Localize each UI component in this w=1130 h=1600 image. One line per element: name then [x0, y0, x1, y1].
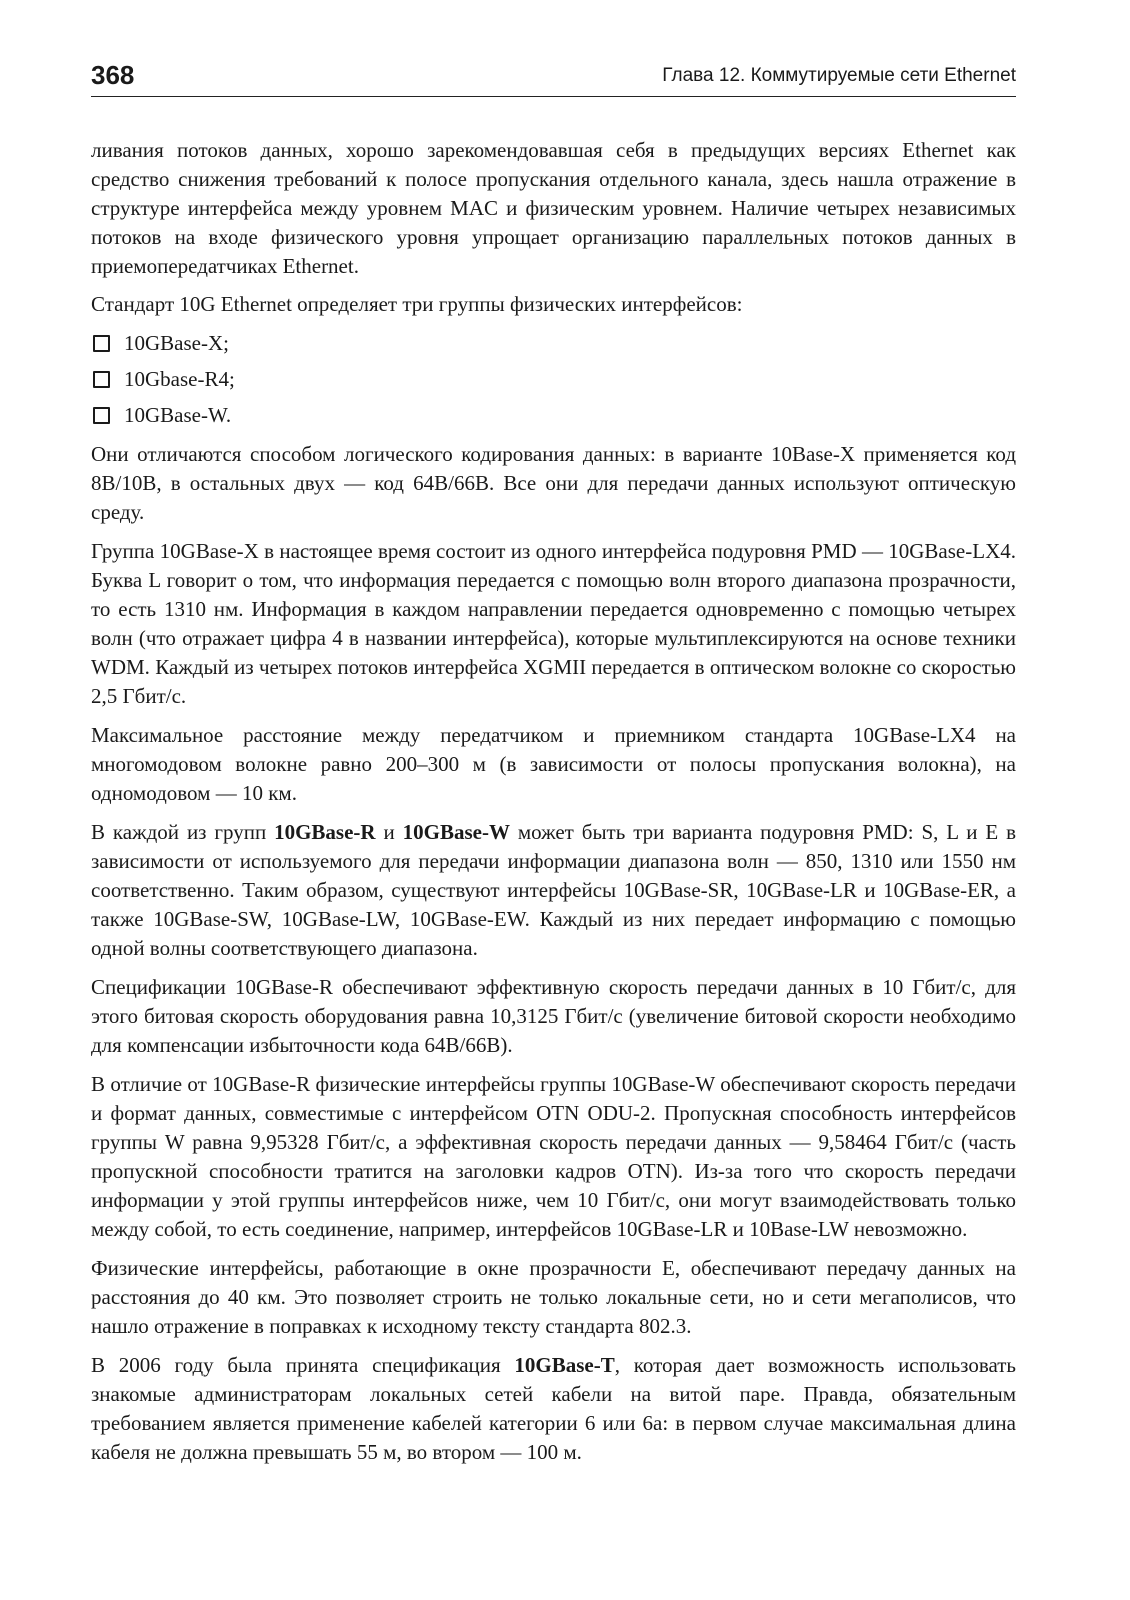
- interface-list: [91, 329, 1016, 430]
- paragraph-2: Стандарт 10G Ethernet определяет три группы физических интерфейсов:: [91, 292, 743, 316]
- list-item: [91, 401, 1016, 430]
- page-number: 368: [91, 60, 135, 90]
- list-item-label: 10GBase-W.: [124, 403, 232, 427]
- text-run: В каждой из групп: [91, 820, 275, 844]
- checkbox-square-icon: [93, 371, 110, 388]
- text-run: и: [375, 820, 403, 844]
- paragraph-5: Максимальное расстояние между передатчиком и приемником стандарта 10GBase-LX4 на многомодовом волокне равно 200–300 м (в зависимости от полосы пропускания волокна), на одномодовом — 10 км.: [91, 723, 1016, 805]
- running-head: Глава 12. Коммутируемые сети Ethernet: [662, 65, 1016, 86]
- term-10gbase-r: 10GBase-R: [274, 820, 376, 844]
- paragraph-6: [91, 818, 1016, 963]
- paragraph-4: Группа 10GBase-X в настоящее время состоит из одного интерфейса подуровня PMD — 10GBase-LX4. Буква L говорит о том, что информация передается с помощью волн второго диапазона прозрачности, то есть 1310 нм. Информация в каждом направлении передается одновременно с помощью четырех волн (что отражает цифра 4 в названии интерфейса), которые мультиплексируются на основе техники WDM. Каждый из четырех потоков интерфейса XGMII передается в оптическом волокне со скоростью 2,5 Гбит/с.: [91, 539, 1016, 708]
- term-10gbase-w: 10GBase-W: [402, 820, 510, 844]
- term-10gbase-t: 10GBase-T: [514, 1353, 615, 1377]
- paragraph-9: Физические интерфейсы, работающие в окне прозрачности E, обеспечивают передачу данных на расстояния до 40 км. Это позволяет строить не только локальные сети, но и сети мегаполисов, что нашло отражение в поправках к исходному тексту стандарта 802.3.: [91, 1256, 1016, 1338]
- list-item: [91, 365, 1016, 394]
- list-item-label: 10Gbase-R4;: [124, 367, 235, 391]
- text-run: может быть три варианта подуровня PMD: S, L и E в зависимости от используемого для передачи информации диапазона волн — 850, 1310 или 1550 нм соответственно. Таким образом, существуют интерфейсы 10GBase-SR, 10GBase-LR и 10GBase-ER, а также 10GBase-SW, 10GBase-LW, 10GBase-EW. Каждый из них передает информацию с помощью одной волны соответствующего диапазона.: [91, 820, 1017, 960]
- list-item: [91, 329, 1016, 358]
- text-run: , которая дает возможность использовать знакомые администраторам локальных сетей кабели на витой паре. Правда, обязательным требованием является применение кабелей категории 6 или 6a: в первом случае максимальная длина кабеля не должна превышать 55 м, во втором — 100 м.: [91, 1353, 1016, 1464]
- paragraph-10: [91, 1351, 1016, 1467]
- page-header: [91, 60, 1016, 97]
- paragraph-8: В отличие от 10GBase-R физические интерфейсы группы 10GBase-W обеспечивают скорость передачи и формат данных, совместимые с интерфейсом OTN ODU-2. Пропускная способность интерфейсов группы W равна 9,95328 Гбит/с, а эффективная скорость передачи данных — 9,58464 Гбит/с (часть пропускной способности тратится на заголовки кадров OTN). Из-за того что скорость передачи информации у этой группы интерфейсов ниже, чем 10 Гбит/с, они могут взаимодействовать только между собой, то есть соединение, например, интерфейсов 10GBase-LR и 10Base-LW невозможно.: [91, 1072, 1016, 1241]
- checkbox-square-icon: [93, 335, 110, 352]
- text-run: В 2006 году была принята спецификация: [91, 1353, 515, 1377]
- list-item-label: 10GBase-X;: [124, 331, 229, 355]
- page-body: [91, 136, 1016, 1477]
- checkbox-square-icon: [93, 407, 110, 424]
- paragraph-7: Спецификации 10GBase-R обеспечивают эффективную скорость передачи данных в 10 Гбит/с, для этого битовая скорость оборудования равна 10,3125 Гбит/с (увеличение битовой скорости необходимо для компенсации избыточности кода 64B/66B).: [91, 975, 1016, 1057]
- paragraph-1: ливания потоков данных, хорошо зарекомендовавшая себя в предыдущих версиях Ethernet как средство снижения требований к полосе пропускания отдельного канала, здесь нашла отражение в структуре интерфейса между уровнем MAC и физическим уровнем. Наличие четырех независимых потоков на входе физического уровня упрощает организацию параллельных потоков данных в приемопередатчиках Ethernet.: [91, 138, 1016, 278]
- paragraph-3: Они отличаются способом логического кодирования данных: в варианте 10Base-X применяется код 8B/10B, в остальных двух — код 64B/66B. Все они для передачи данных используют оптическую среду.: [91, 442, 1016, 524]
